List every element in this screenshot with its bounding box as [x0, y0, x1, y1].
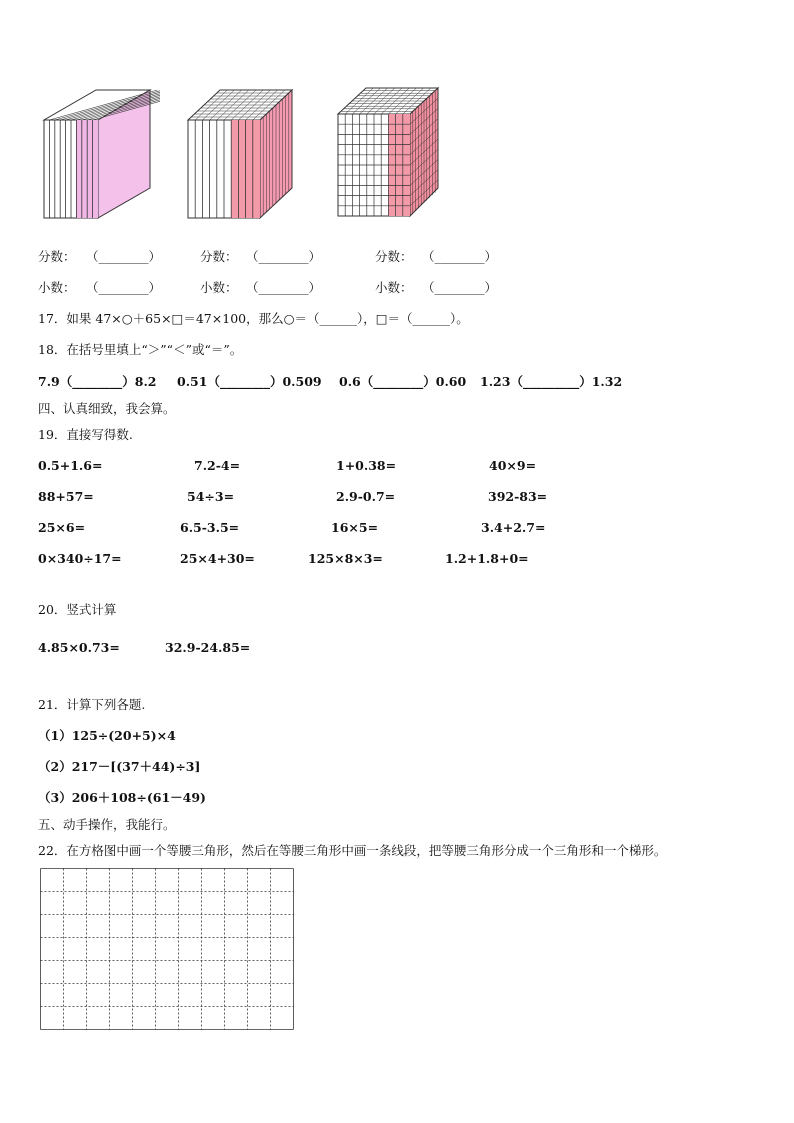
vertical-calc-item-2: 32.9-24.85=: [165, 640, 251, 655]
calc-problem-3: （3）206＋108÷(61－49): [38, 790, 206, 805]
calc-problem-2: （2）217－[(37＋44)÷3]: [38, 759, 201, 774]
cube-figure-3: [334, 84, 444, 220]
decimal-label-3: 小数：: [375, 280, 413, 295]
compare-item-4[interactable]: 1.23（_________）1.32: [480, 374, 623, 389]
calc-item: 40×9=: [489, 458, 537, 473]
square-grid[interactable]: [40, 868, 294, 1032]
calc-item: 25×4+30=: [180, 551, 255, 566]
fraction-blank-1[interactable]: （________）: [86, 249, 162, 264]
question-21: 21．计算下列各题.: [38, 697, 146, 712]
calc-item: 54÷3=: [187, 489, 235, 504]
calc-item: 0.5+1.6=: [38, 458, 103, 473]
compare-item-1[interactable]: 7.9（________）8.2: [38, 374, 157, 389]
compare-item-2[interactable]: 0.51（________）0.509: [177, 374, 322, 389]
question-22: 22．在方格图中画一个等腰三角形，然后在等腰三角形中画一条线段，把等腰三角形分成一个三角形和一个梯形。: [38, 843, 667, 858]
decimal-blank-3[interactable]: （________）: [422, 280, 498, 295]
fraction-blank-2[interactable]: （________）: [246, 249, 322, 264]
calc-item: 16×5=: [331, 520, 379, 535]
calc-item: 25×6=: [38, 520, 86, 535]
calc-item: 2.9-0.7=: [336, 489, 396, 504]
compare-item-3[interactable]: 0.6（________）0.60: [339, 374, 467, 389]
section-4-heading: 四、认真细致，我会算。: [38, 401, 176, 416]
section-5-heading: 五、动手操作，我能行。: [38, 817, 176, 832]
calc-item: 6.5-3.5=: [180, 520, 240, 535]
calc-item: 1.2+1.8+0=: [445, 551, 529, 566]
question-19: 19．直接写得数.: [38, 427, 133, 442]
calc-item: 1+0.38=: [336, 458, 397, 473]
decimal-label-1: 小数：: [38, 280, 76, 295]
decimal-blank-1[interactable]: （________）: [86, 280, 162, 295]
fraction-label-3: 分数：: [375, 249, 413, 264]
calc-item: 392-83=: [488, 489, 548, 504]
calc-item: 125×8×3=: [308, 551, 383, 566]
decimal-blank-2[interactable]: （________）: [246, 280, 322, 295]
calc-item: 88+57=: [38, 489, 94, 504]
cube-figure-2: [184, 86, 304, 220]
question-18: 18．在括号里填上“＞”“＜”或“＝”。: [38, 342, 243, 357]
vertical-calc-item-1: 4.85×0.73=: [38, 640, 120, 655]
fraction-label-2: 分数：: [200, 249, 238, 264]
fraction-label-1: 分数：: [38, 249, 76, 264]
question-17: 17．如果 47×○＋65×□＝47×100，那么○＝（______），□＝（______）。: [38, 311, 469, 326]
calc-problem-1: （1）125÷(20+5)×4: [38, 728, 176, 743]
calc-item: 0×340÷17=: [38, 551, 122, 566]
cube-figure-1: [40, 86, 160, 220]
fraction-blank-3[interactable]: （________）: [422, 249, 498, 264]
calc-item: 7.2-4=: [194, 458, 241, 473]
question-20: 20．竖式计算: [38, 602, 117, 617]
calc-item: 3.4+2.7=: [481, 520, 546, 535]
decimal-label-2: 小数：: [200, 280, 238, 295]
